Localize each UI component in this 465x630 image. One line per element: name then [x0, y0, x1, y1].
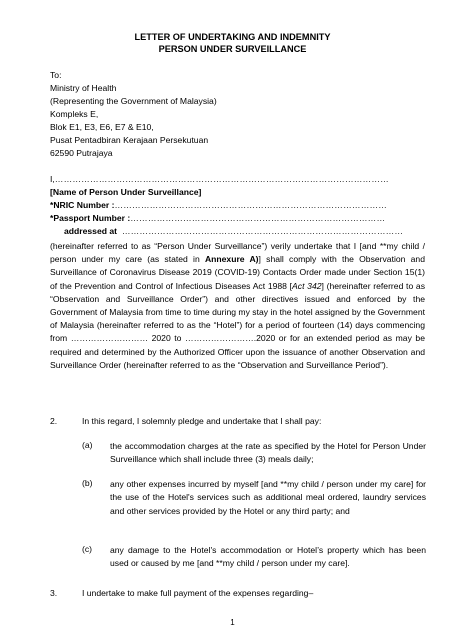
document-title-line1: LETTER OF UNDERTAKING AND INDEMNITY: [134, 32, 331, 42]
document-title-line2: PERSON UNDER SURVEILLANCE: [158, 44, 307, 54]
item-b-label: (b): [82, 478, 93, 488]
name-dotted-field[interactable]: ……………………………………………………………………………………………………: [54, 174, 389, 184]
passport-dotted-field[interactable]: ……………………………………………………………………………: [130, 213, 386, 223]
paragraph-text: ] (hereinafter referred to as “Observation and Surveillance Order”) and other directives issued and enforced by the Government of Malaysia from time to time during my stay in the hotel assigned by the Government of Malaysia (hereinafter referred to as the “Hotel”) for a period of fourteen (14) days commencing from ……………………… 2020 to …………………….2020 or for an extended period as may be required and determined by the Authorized Officer upon the issuance of another Observation and Surveillance Order (hereinafter referred to as the “Observation and Surveillance Period”).: [50, 280, 426, 370]
item-b-text: any other expenses incurred by myself [and **my child / person under my care] for the use of the Hotel's services such as additional meal ordered, laundry services and other services provided by the Hotel or any third party; and: [110, 479, 426, 516]
i-prefix: I,: [50, 174, 55, 184]
name-field-label: [Name of Person Under Surveillance]: [50, 187, 202, 197]
section-2-number: 2.: [50, 416, 58, 426]
addressed-label: addressed at: [64, 226, 118, 236]
section-3-text: I undertake to make full payment of the expenses regarding–: [82, 588, 314, 598]
nric-line: [50, 200, 387, 210]
passport-label: *Passport Number :: [50, 213, 131, 223]
nric-label: *NRIC Number :: [50, 200, 115, 210]
nric-dotted-field[interactable]: …………………………………………………………………………………: [114, 200, 388, 210]
passport-line: [50, 213, 385, 223]
item-c-text: any damage to the Hotel's accommodation or Hotel’s property which has been used or caused by me [and **my child / person under my care].: [110, 545, 426, 569]
address-line: Blok E1, E3, E6, E7 & E10,: [50, 122, 154, 132]
address-line: 62590 Putrajaya: [50, 148, 113, 158]
addressed-line: [64, 226, 403, 236]
addressed-dotted-field[interactable]: ……………………………………………………………………………………: [121, 226, 404, 236]
section-3-number: 3.: [50, 588, 58, 598]
address-to: To:: [50, 70, 62, 80]
item-a-label: (a): [82, 440, 93, 450]
item-a-text: the accommodation charges at the rate as specified by the Hotel for Person Under Surveillance which shall include three (3) meals daily;: [110, 441, 426, 465]
undertaking-paragraph: [50, 240, 425, 372]
paragraph-text: (hereinafter referred to as “Person Under Surveillance”) verily undertake that I [and **my child / person under my care (as stated in: [50, 241, 425, 265]
paragraph-text: ] shall comply with the Observation and Surveillance of Coronavirus Disease 2019 (COVID-19) Contacts Order made under Section 15(1) of the Prevention and Control of Infectious Diseases Act 1988 [: [50, 254, 425, 291]
page-number: 1: [230, 618, 235, 627]
section-2-text: In this regard, I solemnly pledge and undertake that I shall pay:: [82, 416, 322, 426]
address-line: (Representing the Government of Malaysia): [50, 96, 217, 106]
address-line: Pusat Pentadbiran Kerajaan Persekutuan: [50, 135, 209, 145]
address-line: Ministry of Health: [50, 83, 117, 93]
address-line: Kompleks E,: [50, 109, 99, 119]
name-line: [50, 174, 389, 184]
item-c-label: (c): [82, 544, 93, 554]
act-ref: Act 342: [292, 280, 322, 291]
annexure-ref: Annexure A): [204, 254, 259, 265]
